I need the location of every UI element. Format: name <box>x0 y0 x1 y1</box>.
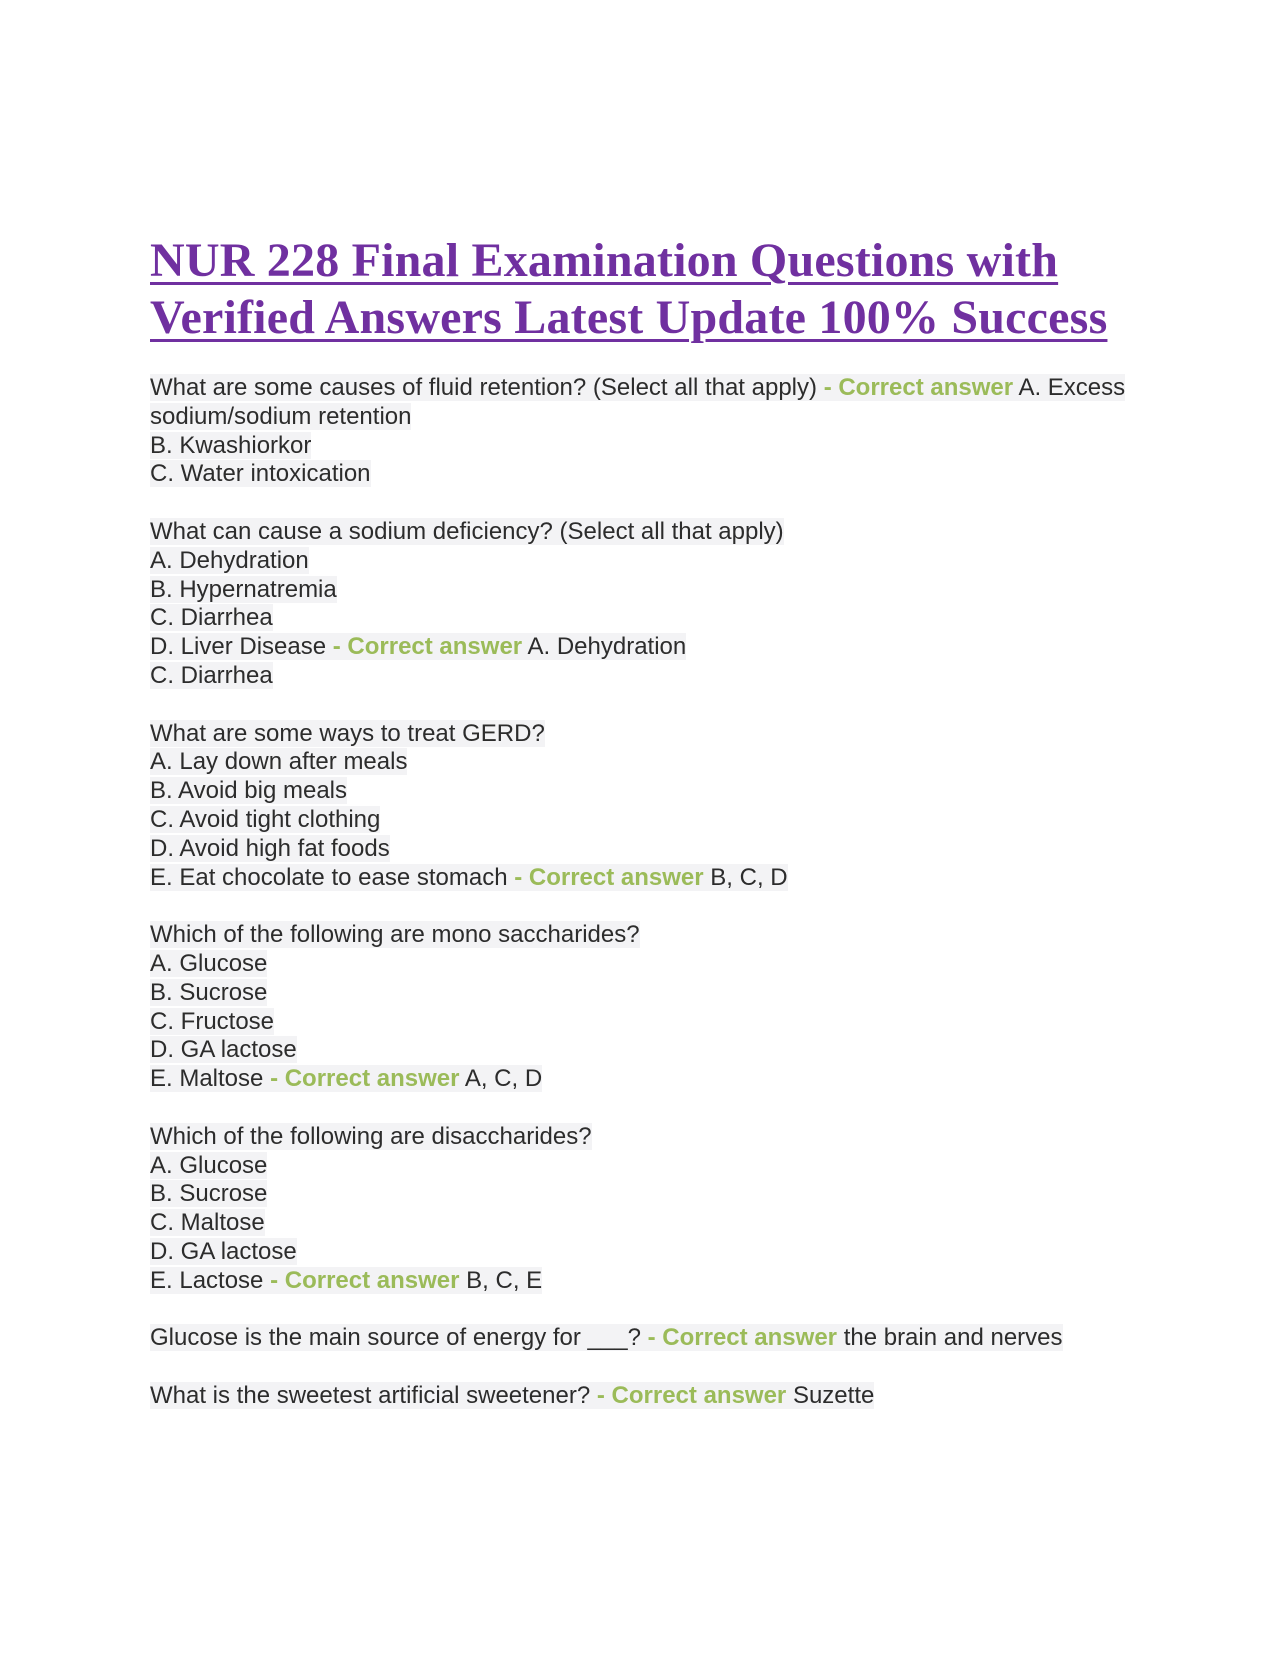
answer-text: A. Excess sodium/sodium retention <box>150 374 1126 430</box>
option: A. Lay down after meals <box>150 748 408 776</box>
question-block <box>150 720 1130 893</box>
answer-text: B, C, E <box>466 1266 543 1294</box>
option: B. Sucrose <box>150 978 268 1006</box>
option: D. GA lactose <box>150 1036 297 1064</box>
answer-text: A. Dehydration <box>527 633 687 661</box>
document-page <box>150 232 1130 1439</box>
option: C. Fructose <box>150 1007 275 1035</box>
option-with-answer: E. Lactose - Correct answer B, C, E <box>150 1266 543 1294</box>
correct-answer-label: - Correct answer <box>270 1266 460 1294</box>
question-text: What are some ways to treat GERD? <box>150 719 545 747</box>
correct-answer-label: - Correct answer <box>270 1065 460 1093</box>
question-block <box>150 518 1130 691</box>
option: A. Dehydration <box>150 546 309 574</box>
option: C. Avoid tight clothing <box>150 805 381 833</box>
option: A. Glucose <box>150 949 268 977</box>
answer-text: B, C, D <box>710 863 788 891</box>
option: B. Hypernatremia <box>150 575 337 603</box>
question-text: What can cause a sodium deficiency? (Select all that apply) <box>150 517 784 545</box>
option: D. GA lactose <box>150 1237 297 1265</box>
answer-line: B. Kwashiorkor <box>150 431 312 459</box>
option: B. Avoid big meals <box>150 777 348 805</box>
option: A. Glucose <box>150 1151 268 1179</box>
option-with-answer: E. Eat chocolate to ease stomach - Correct answer B, C, D <box>150 863 788 891</box>
answer-text: the brain and nerves <box>843 1324 1063 1352</box>
question-text: What are some causes of fluid retention? (Select all that apply) - Correct answer A. Excess sodium/sodium retention <box>150 374 1126 430</box>
option: C. Diarrhea <box>150 604 273 632</box>
question-block <box>150 1324 1130 1353</box>
question-with-answer: Glucose is the main source of energy for ___? - Correct answer the brain and nerves <box>150 1324 1063 1352</box>
answer-line: C. Diarrhea <box>150 661 273 689</box>
answer-text: Suzette <box>792 1381 875 1409</box>
correct-answer-label: - Correct answer <box>647 1324 838 1352</box>
option: B. Sucrose <box>150 1180 268 1208</box>
document-title: NUR 228 Final Examination Questions with Verified Answers Latest Update 100% Success <box>150 234 1108 344</box>
option-with-answer: D. Liver Disease - Correct answer A. Dehydration <box>150 633 687 661</box>
question-block <box>150 1123 1130 1296</box>
correct-answer-label: - Correct answer <box>823 374 1014 401</box>
correct-answer-label: - Correct answer <box>596 1381 787 1409</box>
question-block <box>150 921 1130 1094</box>
question-block <box>150 374 1130 489</box>
option-with-answer: E. Maltose - Correct answer A, C, D <box>150 1065 543 1093</box>
question-block <box>150 1382 1130 1411</box>
question-with-answer: What is the sweetest artificial sweetener? - Correct answer Suzette <box>150 1381 875 1409</box>
option: C. Maltose <box>150 1209 265 1237</box>
question-text: Which of the following are disaccharides? <box>150 1122 592 1150</box>
answer-text: A, C, D <box>464 1065 543 1093</box>
correct-answer-label: - Correct answer <box>332 633 523 661</box>
answer-line: C. Water intoxication <box>150 460 371 488</box>
correct-answer-label: - Correct answer <box>514 863 704 891</box>
option: D. Avoid high fat foods <box>150 834 390 862</box>
question-text: Which of the following are mono saccharides? <box>150 921 640 949</box>
